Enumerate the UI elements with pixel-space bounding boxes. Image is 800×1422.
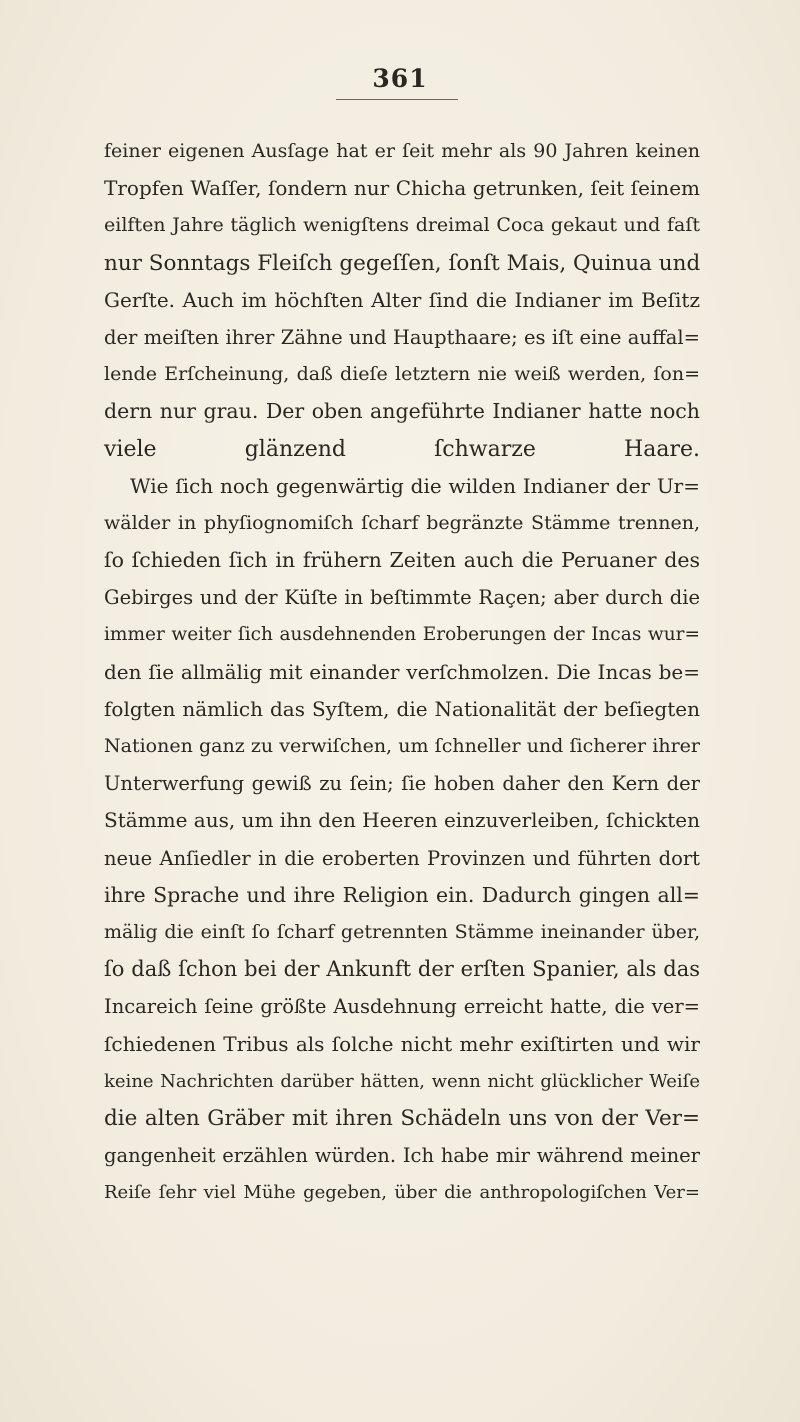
page-number: 361 [372, 64, 428, 93]
text-line: die alten Gräber mit ihren Schädeln uns von der Ver= [104, 1105, 700, 1131]
text-line: keine Nachrichten darüber hätten, wenn nicht glücklicher Weiſe [104, 1070, 700, 1092]
text-line: wälder in phyſiognomiſch ſcharf begränzte Stämme trennen, [104, 511, 700, 534]
text-line: eilften Jahre täglich wenigſtens dreimal Coca gekaut und faſt [104, 214, 700, 237]
text-line: Gebirges und der Küſte in beſtimmte Raçen; aber durch die [104, 586, 700, 610]
text-line: Gerſte. Auch im höchſten Alter ſind die Indianer im Beſitz [104, 287, 700, 312]
text-line: ſchiedenen Tribus als ſolche nicht mehr exiſtirten und wir [104, 1031, 700, 1056]
text-line: nur Sonntags Fleiſch gegeſſen, ſonſt Mais, Quinua und [104, 250, 701, 276]
text-line: folgten nämlich das Syſtem, die Nationalität der beſiegten [104, 696, 700, 721]
text-line: lende Erſcheinung, daß dieſe letztern nie weiß werden, ſon= [104, 363, 700, 386]
text-line: Reiſe ſehr viel Mühe gegeben, über die anthropologiſchen Ver= [104, 1182, 700, 1204]
text-line: mälig die einſt ſo ſcharf getrennten Stämme ineinander über, [104, 920, 700, 943]
header-rule [336, 99, 458, 100]
text-line: den ſie allmälig mit einander verſchmolzen. Die Incas be= [104, 659, 700, 684]
text-line: Nationen ganz zu verwiſchen, um ſchneller und ſicherer ihrer [104, 735, 700, 757]
body-text [104, 133, 700, 1211]
text-line: ſo ſchieden ſich in frühern Zeiten auch die Peruaner des [104, 548, 700, 573]
text-line: ihre Sprache und ihre Religion ein. Dadurch gingen all= [104, 882, 700, 907]
text-line: Stämme aus, um ihn den Heeren einzuverleiben, ſchickten [104, 808, 700, 833]
text-line: viele glänzend ſchwarze Haare. [104, 436, 700, 462]
text-line: Incareich ſeine größte Ausdehnung erreicht hatte, die ver= [104, 995, 700, 1019]
text-line: Unterwerfung gewiß zu ſein; ſie hoben daher den Kern der [104, 772, 700, 796]
text-line: der meiſten ihrer Zähne und Haupthaare; es iſt eine auffal= [104, 325, 700, 349]
text-line: Tropfen Waſſer, ſondern nur Chicha getrunken, ſeit ſeinem [104, 176, 700, 201]
text-line: Wie ſich noch gegenwärtig die wilden Indianer der Ur= [130, 473, 700, 498]
text-line: immer weiter ſich ausdehnenden Eroberungen der Incas wur= [104, 624, 700, 646]
text-line: dern nur grau. Der oben angeführte Indianer hatte noch [104, 399, 700, 424]
text-line: neue Anſiedler in die eroberten Provinzen und führten dort [104, 846, 700, 870]
text-line: feiner eigenen Ausſage hat er ſeit mehr als 90 Jahren keinen [104, 140, 700, 162]
text-line: gangenheit erzählen würden. Ich habe mir während meiner [104, 1144, 700, 1168]
text-line: ſo daß ſchon bei der Ankunft der erſten Spanier, als das [104, 957, 700, 982]
